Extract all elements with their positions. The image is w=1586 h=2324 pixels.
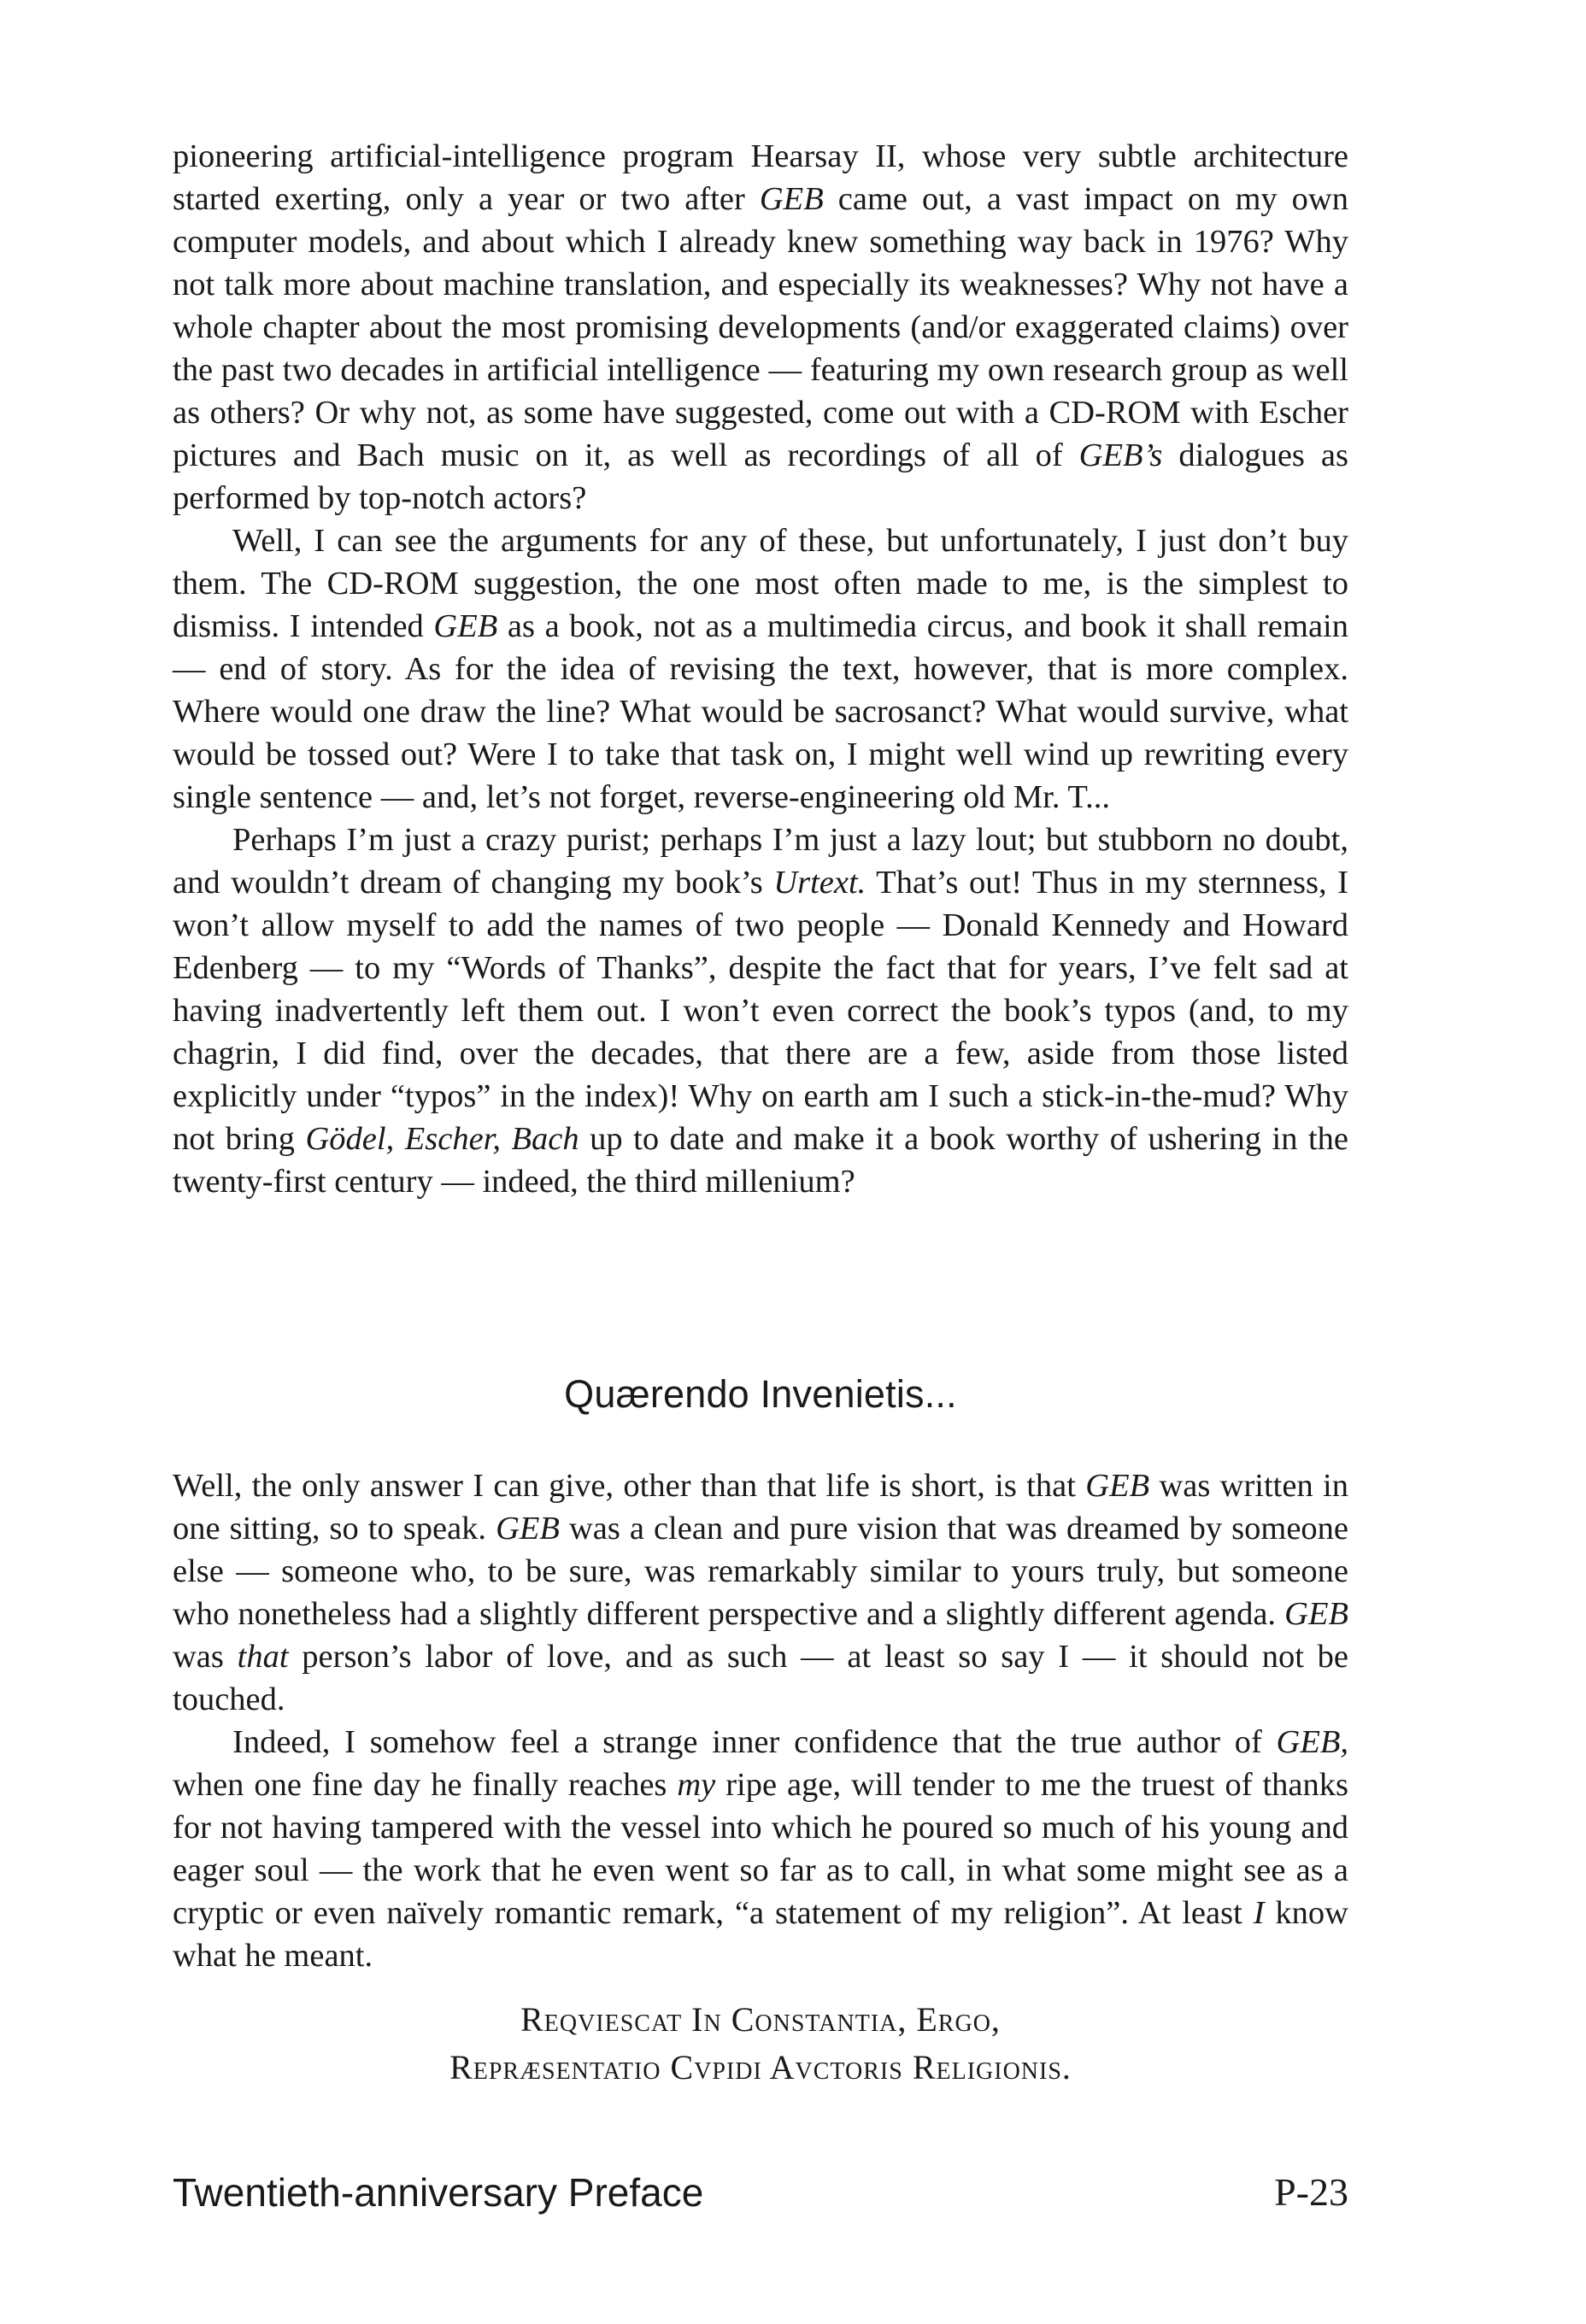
emphasis-book-title: Gödel, Escher, Bach [305,1121,579,1157]
emphasis-geb: GEB [1284,1596,1348,1632]
emphasis-i: I [1253,1895,1265,1931]
paragraph-confidence: Indeed, I somehow feel a strange inner confidence that the true author of GEB, when one fine day he finally reaches my ripe age, will tender to me the truest of thanks for not having tampered with the vessel into which he poured so much of his young and eager soul — the work that he even went so far as to call, in what some might see as a cryptic or even naïvely romantic remark, “a statement of my religion”. At least I know what he meant. [173,1724,1348,1974]
running-footer-title: Twentieth-anniversary Preface [173,2170,704,2215]
emphasis-urtext: Urtext. [773,865,866,901]
paragraph-purist: Perhaps I’m just a crazy purist; perhaps I’m just a lazy lout; but stubborn no doubt, and wouldn’t dream of changing my book’s Urtext. That’s out! Thus in my sternness, I won’t allow myself to add the names of two people — Donald Kennedy and Howard Edenberg — to my “Words of Thanks”, despite the fact that for years, I’ve felt sad at having inadvertently left them out. I won’t even correct the book’s typos (and, to my chagrin, I did find, over the decades, that there are a few, aside from those listed explicitly under “typos” in the index)! Why on earth am I such a stick-in-the-mud? Why not bring Gödel, Escher, Bach up to date and make it a book worthy of ushering in the twenty-first century — indeed, the third millenium? [173,822,1348,1200]
body-text-part-1 [173,135,1348,1203]
latin-motto [173,1996,1348,2092]
body-text-part-2 [173,1464,1348,1977]
paragraph-arguments: Well, I can see the arguments for any of these, but unfortunately, I just don’t buy them. The CD-ROM suggestion, the one most often made to me, is the simplest to dismiss. I intended GEB as a book, not as a multimedia circus, and book it shall remain — end of story. As for the idea of revising the text, however, that is more complex. Where would one draw the line? What would be sacrosanct? What would survive, what would be tossed out? Were I to take that task on, I might well wind up rewriting every single sentence — and, let’s not forget, reverse-engineering old Mr. T... [173,523,1348,815]
emphasis-geb: GEB [1085,1468,1150,1504]
emphasis-that: that [237,1639,289,1675]
page-number: P-23 [1274,2170,1348,2214]
section-heading: Quærendo Invenietis... [564,1372,957,1416]
paragraph-answer: Well, the only answer I can give, other than that life is short, is that GEB was written in one sitting, so to speak. GEB was a clean and pure vision that was dreamed by someone else — someone who, to be sure, was remarkably similar to yours truly, but someone who nonetheless had a slightly different perspective and a slightly different agenda. GEB was that person’s labor of love, and as such — at least so say I — it should not be touched. [173,1468,1349,1717]
emphasis-geb: GEB [496,1511,560,1546]
emphasis-geb: GEB, [1276,1724,1348,1760]
emphasis-geb: GEB [759,181,824,217]
motto-line-2: Repræsentatio Cvpidi Avctoris Religionis. [449,2048,1072,2086]
emphasis-geb: GEB [433,608,498,644]
emphasis-my: my [677,1767,716,1803]
emphasis-gebs: GEB’s [1078,437,1163,473]
motto-line-1: Reqviescat In Constantia, Ergo, [520,2000,1001,2039]
paragraph-continuation: pioneering artificial-intelligence program Hearsay II, whose very subtle architecture started exerting, only a year or two after GEB came out, a vast impact on my own computer models, and about which I already knew something way back in 1976? Why not talk more about machine translation, and especially its weaknesses? Why not have a whole chapter about the most promising developments (and/or exaggerated claims) over the past two decades in artificial intelligence — featuring my own research group as well as others? Or why not, as some have suggested, come out with a CD-ROM with Escher pictures and Bach music on it, as well as recordings of all of GEB’s dialogues as performed by top-notch actors? [173,138,1348,516]
